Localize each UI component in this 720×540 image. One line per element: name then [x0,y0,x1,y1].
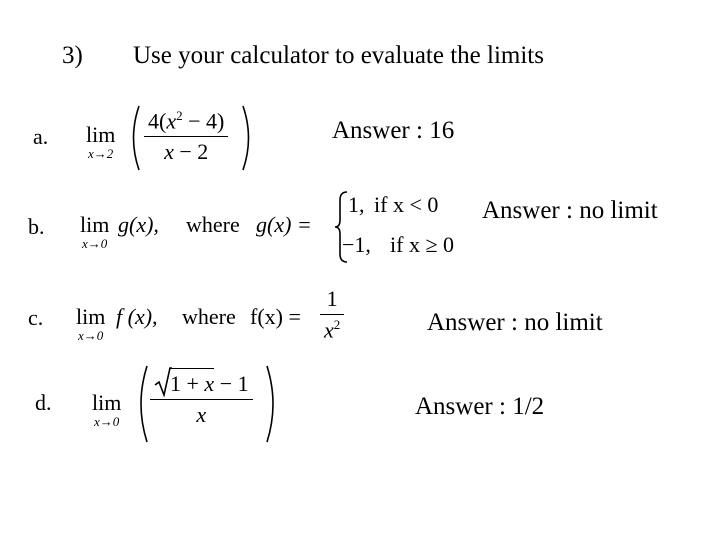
problem-number: 3) [62,42,83,69]
function-f: f (x), [116,304,158,329]
fraction [144,108,228,165]
numerator: $4(x^2 - 4)$ [148,108,225,134]
lim-approach: x→0 [78,328,104,343]
right-paren-icon [264,364,280,444]
answer-d: Answer : 1/2 [415,393,545,420]
lim-operator: lim [80,212,110,237]
denominator: x − 2 [164,139,209,165]
answer-c: Answer : no limit [427,309,603,336]
lim-approach: x→2 [88,146,114,161]
lim-approach: x→0 [94,414,120,429]
function-f-def: f(x) = [250,304,301,329]
function-g: g(x), [118,212,159,237]
denominator: x [196,402,207,427]
problem-b-label: b. [28,214,45,239]
right-paren-icon [240,104,256,172]
numerator: 1 + x − 1 [150,368,253,399]
fraction [150,368,253,428]
case-1-condition: if x < 0 [374,192,439,217]
where-text: where [186,212,240,237]
where-text: where [182,304,236,329]
sqrt-expression: 1 + x [154,368,214,397]
lim-operator: lim [86,122,116,147]
function-g-def: g(x) = [256,212,312,237]
lim-operator: lim [76,304,106,329]
problem-c-label: c. [28,305,44,330]
left-paren-icon [126,104,142,172]
sqrt-icon [154,367,172,397]
case-1-value: 1, [348,192,365,217]
answer-a: Answer : 16 [332,117,455,144]
case-2-value: −1, [342,232,371,257]
fraction [320,286,344,343]
numerator: 1 [326,286,338,311]
lim-approach: x→0 [82,236,108,251]
case-2-condition: if x ≥ 0 [390,232,455,257]
problem-d-label: d. [35,390,52,415]
problem-a-label: a. [33,124,49,149]
denominator: $x^2$ [324,317,341,343]
instruction-text: Use your calculator to evaluate the limits [133,42,544,69]
lim-operator: lim [92,390,122,415]
left-paren-icon [134,364,150,444]
answer-b: Answer : no limit [482,197,658,224]
